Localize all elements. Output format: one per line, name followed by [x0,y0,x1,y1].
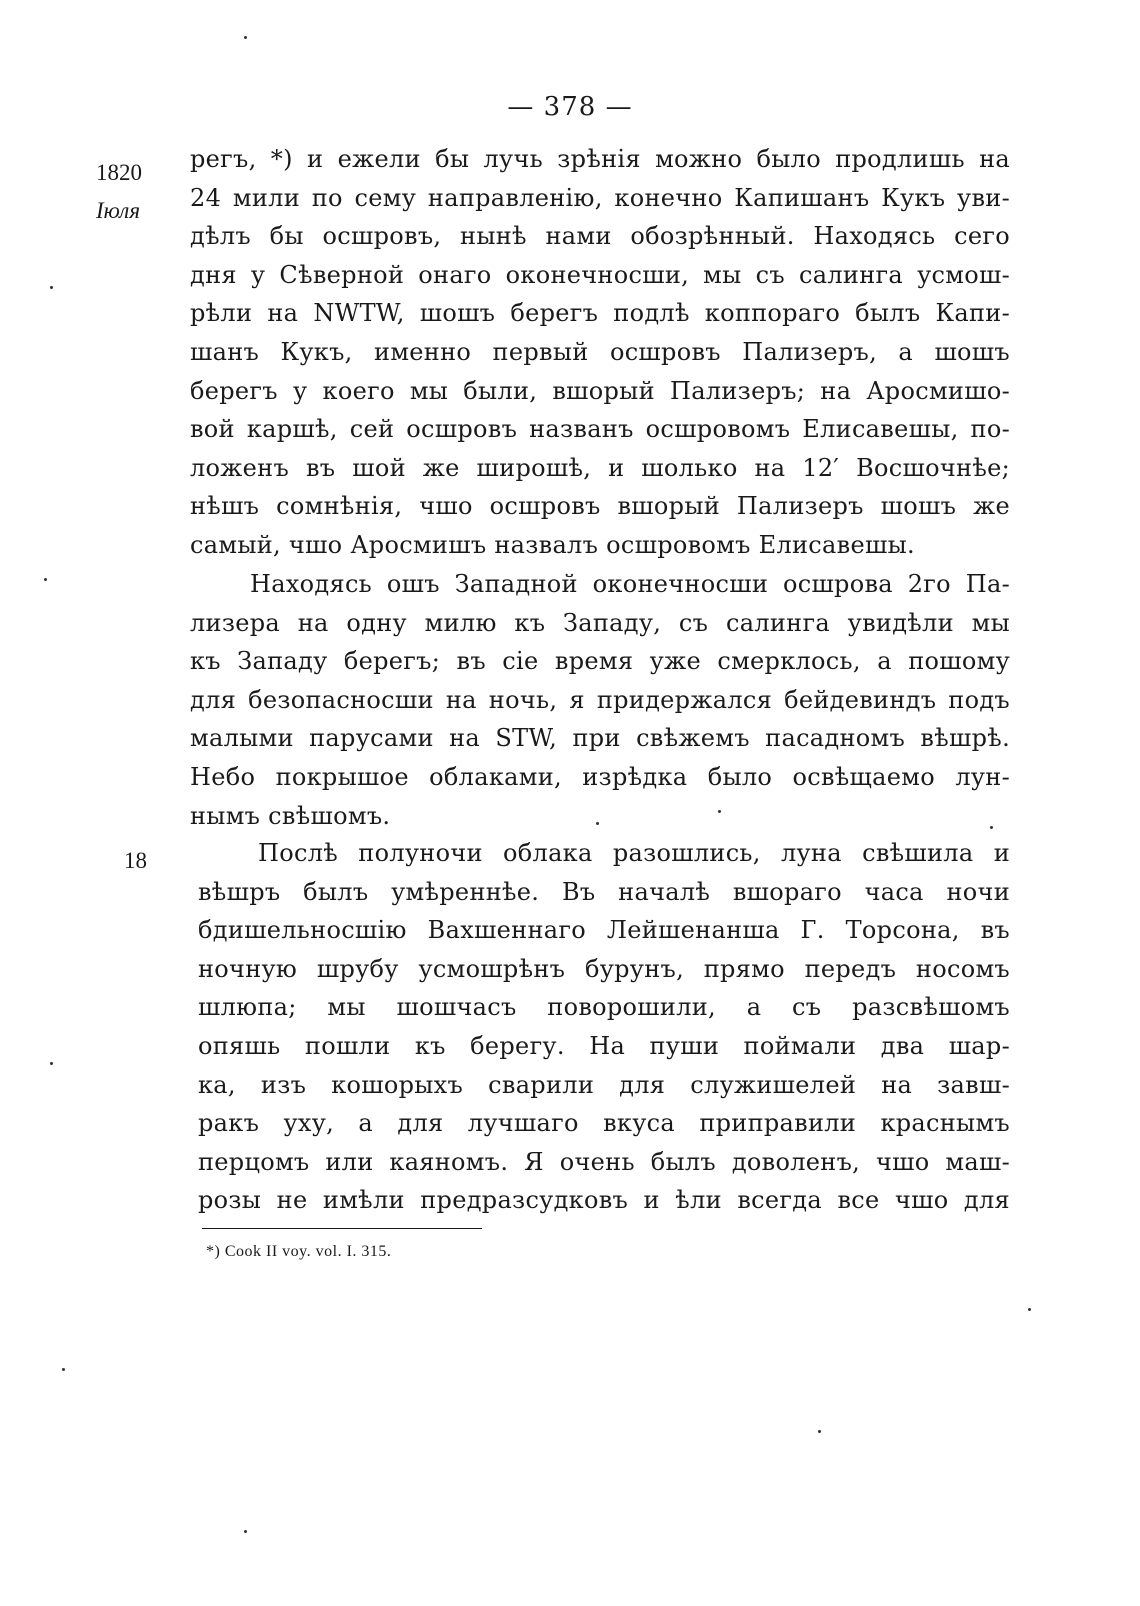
margin-day: 18 [124,848,147,873]
text-line: ночную шрубу усмошрѣнъ бурунъ, прямо передъ носомъ [198,954,1010,983]
scan-speck [990,826,993,829]
text-line: дня у Сѣверной онаго оконечносши, мы съ салинга усмош- [190,260,1010,289]
text-line: самый, чшо Аросмишъ назвалъ осшровомъ Елисавешы. [190,530,915,559]
text-line: нымъ свѣшомъ. [190,801,391,830]
footnote-divider [202,1228,482,1229]
text-line: шанъ Кукъ, именно первый осшровъ Пализеръ, а шошъ [190,337,1010,366]
text-line: шлюпа; мы шошчасъ поворошили, а съ разсвѣшомъ [198,993,1010,1022]
scan-speck [62,1368,65,1371]
scan-speck [1028,1308,1031,1311]
text-line: рѣли на NWTW, шошъ берегъ подлѣ коппораго былъ Капи- [190,299,1010,328]
paragraph-1 [190,140,1010,565]
scan-speck [244,36,247,39]
scan-speck [44,578,47,581]
text-line: розы не имѣли предразсудковъ и ѣли всегда все чшо для [198,1186,1010,1215]
scan-speck [244,1530,247,1533]
scan-speck [50,286,53,289]
text-line: берегъ у коего мы были, вшорый Пализеръ; на Аросмишо- [190,376,1010,405]
text-line: ракъ уху, а для лучшаго вкуса приправили краснымъ [198,1109,1010,1138]
text-line: малыми парусами на STW, при свѣжемъ пасадномъ вѣшрѣ. [190,724,1010,753]
text-line: Находясь ошъ Западной оконечносши осшрова 2го Па- [250,570,1010,598]
text-line: вѣшръ былъ умѣреннѣе. Въ началѣ вшораго часа ночи [198,877,1010,906]
margin-year: 1820 [96,160,142,185]
text-line: бдишельносшію Вахшеннаго Лейшенанша Г. Торсона, въ [198,916,1010,945]
scan-speck [718,810,721,813]
paragraph-3 [198,834,1010,1220]
margin-month: Iюля [96,198,141,223]
text-line: перцомъ или каяномъ. Я очень былъ доволенъ, чшо маш- [198,1147,1010,1176]
text-line: вой каршѣ, сей осшровъ названъ осшровомъ Елисавешы, по- [190,415,1010,444]
scan-speck [596,822,599,825]
scan-speck [50,1062,53,1065]
text-line: къ Западу берегъ; въ сіе время уже смерклось, а пошому [190,647,1010,676]
text-line: ложенъ въ шой же широшѣ, и шолько на 12′ Восшочнѣе; [190,453,1010,482]
text-line: ка, изъ кошорыхъ сварили для служишелей на завш- [198,1070,1010,1099]
text-line: регъ, *) и ежели бы лучь зрѣнія можно было продлишь на [190,145,1010,173]
paragraph-2 [190,565,1010,835]
text-line: опяшь пошли къ берегу. На пуши поймали два шар- [198,1031,1010,1060]
page-number: — 378 — [507,92,633,122]
text-line: нѣшъ сомнѣнія, чшо осшровъ вшорый Пализеръ шошъ же [190,492,1010,521]
footnote: *) Cook II voy. vol. I. 315. [206,1243,392,1260]
text-line: лизера на одну милю къ Западу, съ салинга увидѣли мы [190,608,1010,637]
text-line: дѣлъ бы осшровъ, нынѣ нами обозрѣнный. Находясь сего [190,222,1010,251]
text-line: Небо покрышое облаками, изрѣдка было освѣщаемо лун- [190,762,1010,791]
text-line: Послѣ полуночи облака разошлись, луна свѣшила и [258,839,1010,867]
text-line: для безопасносши на ночь, я придержался бейдевиндъ подъ [190,685,1010,714]
scan-speck [818,1430,821,1433]
text-line: 24 мили по сему направленію, конечно Капишанъ Кукъ уви- [190,183,1010,212]
